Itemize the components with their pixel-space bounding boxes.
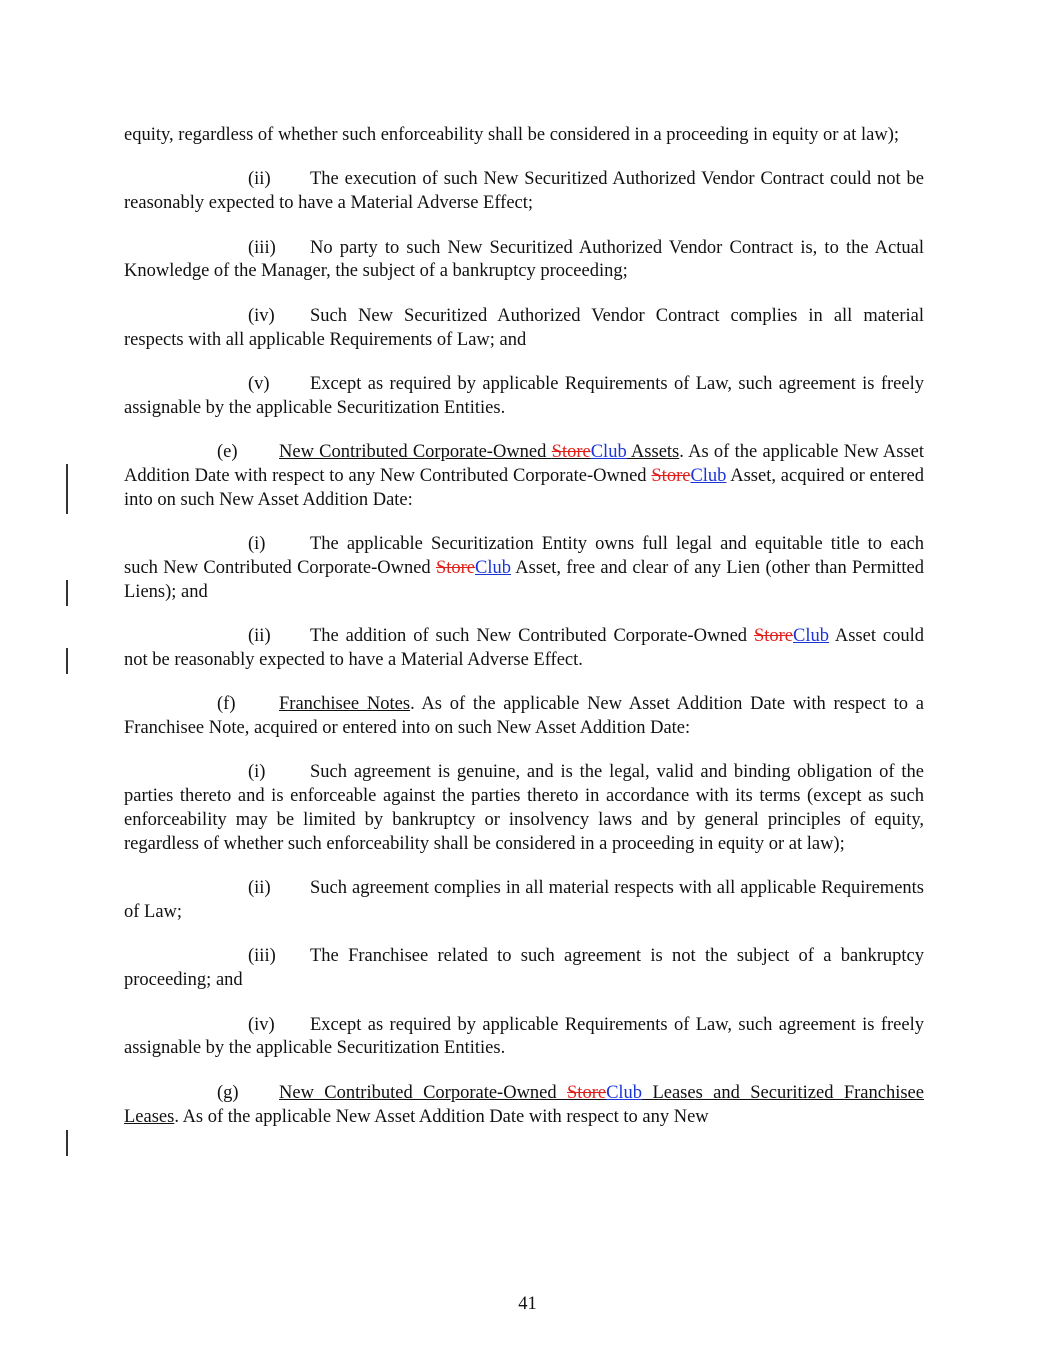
section-e: [124, 441, 924, 512]
paragraph-text: The execution of such New Securitized Authorized Vendor Contract could not be reasonably expected to have a Material Adverse Effect;: [124, 169, 924, 214]
section-heading: [279, 442, 679, 462]
paragraph-text: Such agreement is genuine, and is the legal, valid and binding obligation of the parties thereto and is enforceable against the parties thereto in accordance with its terms (except as such enforceability may be limited by bankruptcy or insolvency laws and by general principles of equity, regardless of whether such enforceability shall be considered in a proceeding in equity or at law);: [124, 762, 924, 854]
clause-number: (ii): [248, 169, 271, 190]
clause-number: (iv): [248, 1014, 275, 1035]
clause-e-ii: [124, 625, 924, 673]
paragraph-continued: [124, 124, 924, 148]
clause-number: (i): [248, 762, 266, 783]
clause-number: (iii): [248, 946, 276, 967]
heading-text: New Contributed Corporate-Owned: [279, 1082, 568, 1103]
heading-text: Leases and Securitized Franchisee Leases: [124, 1082, 924, 1127]
paragraph-text: Such agreement complies in all material respects with all applicable Requirements of Law;: [124, 878, 924, 923]
inserted-text: Club: [475, 557, 511, 578]
inserted-text: Club: [606, 1082, 643, 1103]
clause-f-i: [124, 761, 924, 856]
change-bar: [66, 580, 68, 606]
section-heading: Franchisee Notes: [279, 694, 411, 715]
paragraph-text: Such New Securitized Authorized Vendor Contract complies in all material respects with all applicable Requirements of Law; and: [124, 305, 924, 350]
clause-f-ii: [124, 877, 924, 925]
paragraph-text: Except as required by applicable Requirements of Law, such agreement is freely assignable by the applicable Securitization Entities.: [124, 373, 924, 418]
clause-number: (ii): [248, 626, 271, 647]
page-number: 41: [518, 1294, 537, 1314]
change-bar: [66, 464, 68, 514]
paragraph-text: No party to such New Securitized Authorized Vendor Contract is, to the Actual Knowledge of the Manager, the subject of a bankruptcy proceeding;: [124, 237, 924, 282]
clause-number: (ii): [248, 878, 271, 899]
paragraph-text: . As of the applicable New Asset Addition Date with respect to a Franchisee Note, acquired or entered into on such New Asset Addition Date:: [124, 694, 924, 739]
paragraph-text: Asset, acquired or entered into on such New Asset Addition Date:: [124, 465, 924, 510]
deleted-text: Store: [435, 557, 476, 578]
change-bar: [66, 1130, 68, 1156]
clause-number: (v): [248, 373, 270, 394]
clause-number: (iv): [248, 305, 275, 326]
paragraph-text: The Franchisee related to such agreement is not the subject of a bankruptcy proceeding; and: [124, 946, 924, 991]
change-bar: [66, 648, 68, 674]
paragraph-text: equity, regardless of whether such enforceability shall be considered in a proceeding in equity or at law);: [124, 125, 900, 145]
inserted-text: Club: [793, 626, 829, 647]
clause-d-iv: [124, 305, 924, 353]
clause-f-iv: [124, 1014, 924, 1062]
paragraph-text: Except as required by applicable Requirements of Law, such agreement is freely assignable by the applicable Securitization Entities.: [124, 1014, 924, 1059]
inserted-text: Club: [590, 442, 627, 463]
clause-e-i: [124, 533, 924, 604]
paragraph-text: Asset could not be reasonably expected to have a Material Adverse Effect.: [124, 626, 924, 670]
clause-d-ii: [124, 168, 924, 216]
section-number: (g): [217, 1082, 239, 1103]
section-f: [124, 693, 924, 741]
clause-f-iii: [124, 945, 924, 993]
deleted-text: Store: [551, 442, 591, 463]
deleted-text: Store: [651, 465, 691, 486]
deleted-text: Store: [567, 1082, 607, 1103]
heading-text: Assets: [626, 442, 680, 463]
clause-d-iii: [124, 237, 924, 285]
paragraph-text: The addition of such New Contributed Corporate-Owned: [310, 626, 754, 647]
deleted-text: Store: [753, 626, 793, 647]
section-g: [124, 1082, 924, 1130]
document-body: [124, 124, 924, 1150]
paragraph-text: . As of the applicable New Asset Addition Date with respect to any New: [174, 1106, 709, 1127]
clause-d-v: [124, 373, 924, 421]
section-number: (e): [217, 442, 238, 463]
paragraph-text: Asset, free and clear of any Lien (other than Permitted Liens); and: [124, 557, 924, 602]
clause-number: (i): [248, 534, 266, 555]
paragraph-text: . As of the applicable New Asset Addition Date with respect to any New Contributed Corporate-Owned: [124, 442, 924, 486]
clause-number: (iii): [248, 237, 276, 258]
inserted-text: Club: [690, 465, 727, 486]
heading-text: New Contributed Corporate-Owned: [279, 442, 552, 463]
paragraph-text: The applicable Securitization Entity owns full legal and equitable title to each such New Contributed Corporate-Owned: [124, 534, 924, 578]
section-number: (f): [217, 694, 236, 715]
